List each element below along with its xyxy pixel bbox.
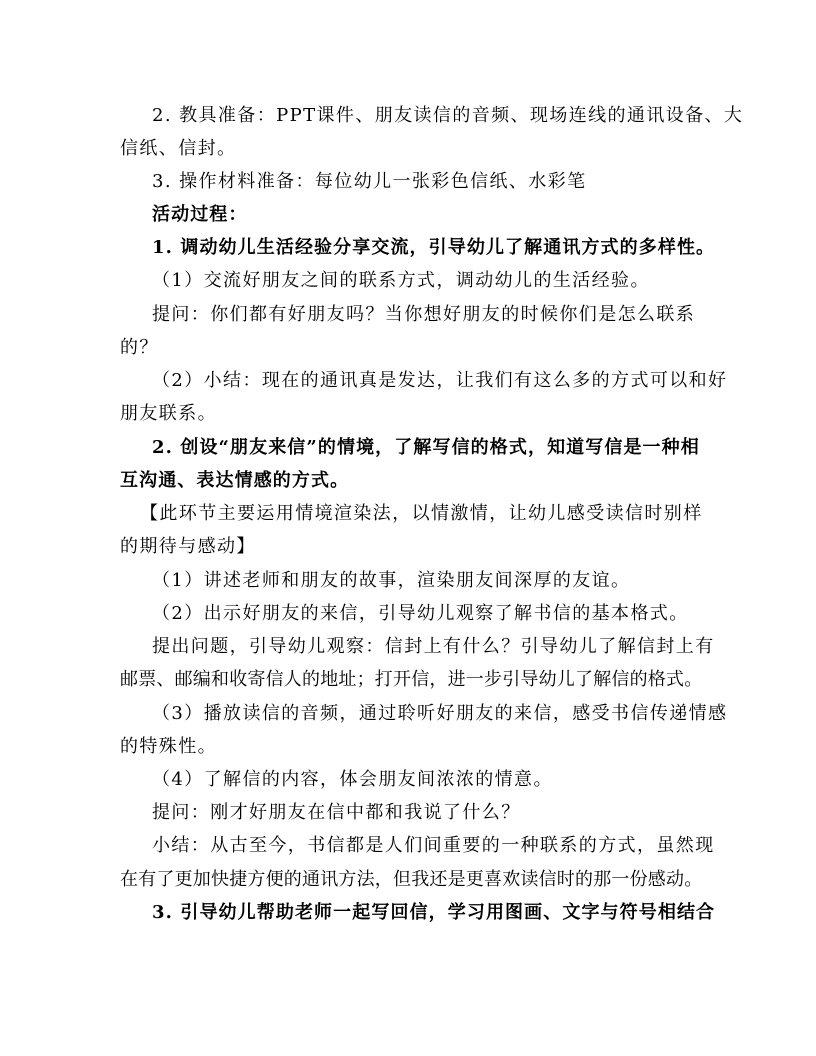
step-heading: 1. 调动幼儿生活经验分享交流，引导幼儿了解通讯方式的多样性。 xyxy=(152,237,716,258)
step-heading: 3. 引导幼儿帮助老师一起写回信，学习用图画、文字与符号相结合 xyxy=(152,902,716,923)
text-line: （2）出示好朋友的来信，引导幼儿观察了解书信的基本格式。 xyxy=(152,603,689,624)
text-line: 的？ xyxy=(120,337,159,358)
text-line: 小结：从古至今，书信都是人们间重要的一种联系的方式，虽然现 xyxy=(152,835,715,856)
text-line: 邮票、邮编和收寄信人的地址；打开信，进一步引导幼儿了解信的格式。 xyxy=(120,669,703,690)
step-heading: 2. 创设“朋友来信”的情境，了解写信的格式，知道写信是一种相 xyxy=(152,437,700,458)
text-line: 的特殊性。 xyxy=(120,736,217,757)
text-line: 【此环节主要运用情境渲染法，以情激情，让幼儿感受读信时别样 xyxy=(140,503,703,524)
text-line: 的期待与感动】 xyxy=(120,536,256,557)
text-line: （1）讲述老师和朋友的故事，渲染朋友间深厚的友谊。 xyxy=(152,570,631,591)
section-heading: 活动过程： xyxy=(152,204,248,225)
text-line: 提问：刚才好朋友在信中都和我说了什么？ xyxy=(152,802,521,823)
text-line: 提出问题，引导幼儿观察：信封上有什么？引导幼儿了解信封上有 xyxy=(152,636,715,657)
text-line: （1）交流好朋友之间的联系方式，调动幼儿的生活经验。 xyxy=(152,270,650,291)
text-line: 2. 教具准备：PPT课件、朋友读信的音频、现场连线的通讯设备、大 xyxy=(152,105,744,126)
text-line: 在有了更加快捷方便的通讯方法，但我还是更喜欢读信时的那一份感动。 xyxy=(120,869,703,890)
text-line: 朋友联系。 xyxy=(120,403,217,424)
text-line: （3）播放读信的音频，通过聆听好朋友的来信，感受书信传递情感 xyxy=(152,703,728,724)
text-line: 信纸、信封。 xyxy=(120,138,237,159)
text-line: （2）小结：现在的通讯真是发达，让我们有这么多的方式可以和好 xyxy=(152,370,728,391)
step-heading: 互沟通、表达情感的方式。 xyxy=(120,470,350,491)
text-line: 提问：你们都有好朋友吗？当你想好朋友的时候你们是怎么联系 xyxy=(152,304,696,325)
text-line: 3. 操作材料准备：每位幼儿一张彩色信纸、水彩笔 xyxy=(152,171,587,192)
text-line: （4）了解信的内容，体会朋友间浓浓的情意。 xyxy=(152,769,553,790)
